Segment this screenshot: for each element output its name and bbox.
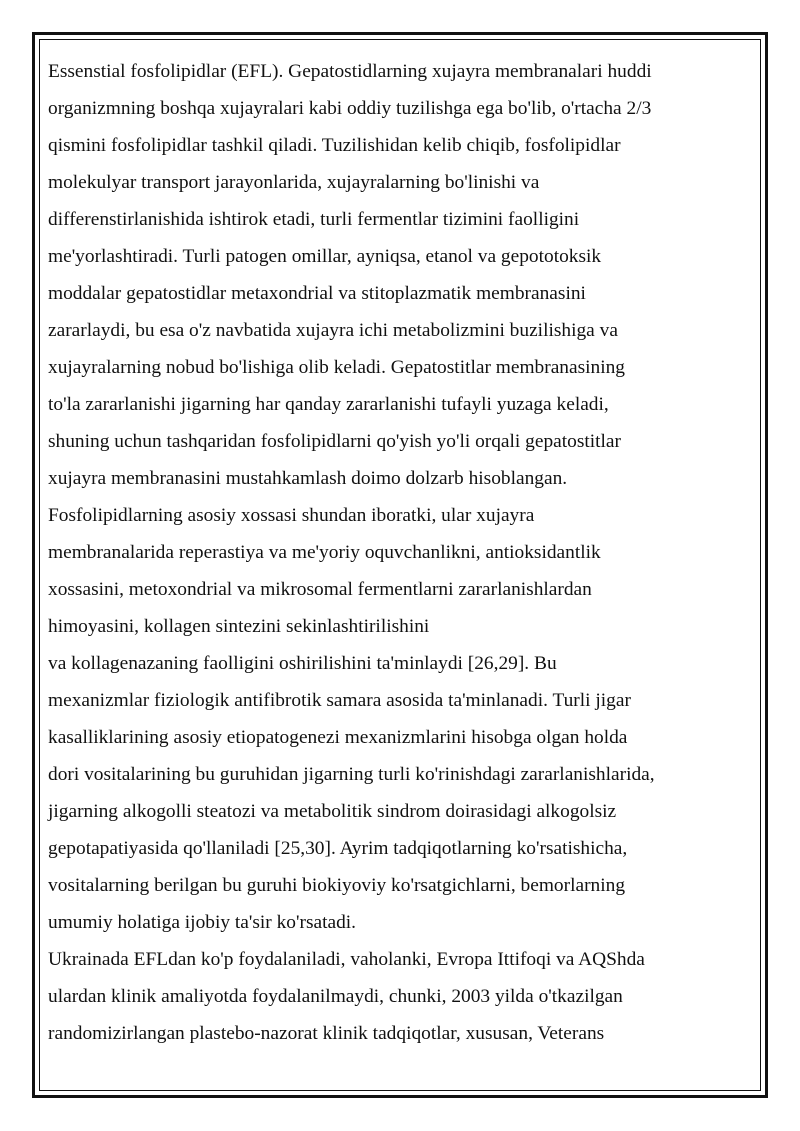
text-line: himoyasini, kollagen sintezini sekinlashtirilishini <box>48 616 430 637</box>
text-line: kasalliklarining asosiy etiopatogenezi mexanizmlarini hisobga olgan holda <box>48 727 628 748</box>
text-line: ulardan klinik amaliyotda foydalanilmaydi, chunki, 2003 yilda o'tkazilgan <box>48 986 623 1007</box>
text-line: molekulyar transport jarayonlarida, xujayralarning bo'linishi va <box>48 172 540 193</box>
text-line: Fosfolipidlarning asosiy xossasi shundan iboratki, ular xujayra <box>48 505 535 526</box>
text-line: umumiy holatiga ijobiy ta'sir ko'rsatadi. <box>48 912 357 933</box>
text-line: differenstirlanishida ishtirok etadi, turli fermentlar tizimini faolligini <box>48 209 580 230</box>
text-line: va kollagenazaning faolligini oshirilishini ta'minlaydi [26,29]. Bu <box>48 653 557 674</box>
text-line: me'yorlashtiradi. Turli patogen omillar, ayniqsa, etanol va gepototoksik <box>48 246 602 267</box>
text-line: organizmning boshqa xujayralari kabi oddiy tuzilishga ega bo'lib, o'rtacha 2/3 <box>48 98 652 119</box>
text-line: xossasini, metoxondrial va mikrosomal fermentlarni zararlanishlardan <box>48 579 592 600</box>
text-line: Essenstial fosfolipidlar (EFL). Gepatostidlarning xujayra membranalari huddi <box>48 61 652 82</box>
text-line: vositalarning berilgan bu guruhi biokiyoviy ko'rsatgichlarni, bemorlarning <box>48 875 626 896</box>
text-line: mexanizmlar fiziologik antifibrotik samara asosida ta'minlanadi. Turli jigar <box>48 690 631 711</box>
text-line: xujayra membranasini mustahkamlash doimo dolzarb hisoblangan. <box>48 468 568 489</box>
text-line: membranalarida reperastiya va me'yoriy oquvchanlikni, antioksidantlik <box>48 542 601 563</box>
text-line: xujayralarning nobud bo'lishiga olib keladi. Gepatostitlar membranasining <box>48 357 626 378</box>
text-line: moddalar gepatostidlar metaxondrial va stitoplazmatik membranasini <box>48 283 586 304</box>
text-line: qismini fosfolipidlar tashkil qiladi. Tuzilishidan kelib chiqib, fosfolipidlar <box>48 135 621 156</box>
text-line: zararlaydi, bu esa o'z navbatida xujayra ichi metabolizmini buzilishiga va <box>48 320 618 341</box>
text-line: jigarning alkogolli steatozi va metabolitik sindrom doirasidagi alkogolsiz <box>48 801 617 822</box>
text-line: Ukrainada EFLdan ko'p foydalaniladi, vaholanki, Evropa Ittifoqi va AQShda <box>48 949 645 970</box>
text-line: dori vositalarining bu guruhidan jigarning turli ko'rinishdagi zararlanishlarida, <box>48 764 655 785</box>
text-line: randomizirlangan plastebo-nazorat klinik tadqiqotlar, xususan, Veterans <box>48 1023 605 1044</box>
document-body-text <box>48 53 738 1052</box>
text-line: gepotapatiyasida qo'llaniladi [25,30]. Ayrim tadqiqotlarning ko'rsatishicha, <box>48 838 628 859</box>
text-line: to'la zararlanishi jigarning har qanday zararlanishi tufayli yuzaga keladi, <box>48 394 609 415</box>
text-line: shuning uchun tashqaridan fosfolipidlarni qo'yish yo'li orqali gepatostitlar <box>48 431 621 452</box>
